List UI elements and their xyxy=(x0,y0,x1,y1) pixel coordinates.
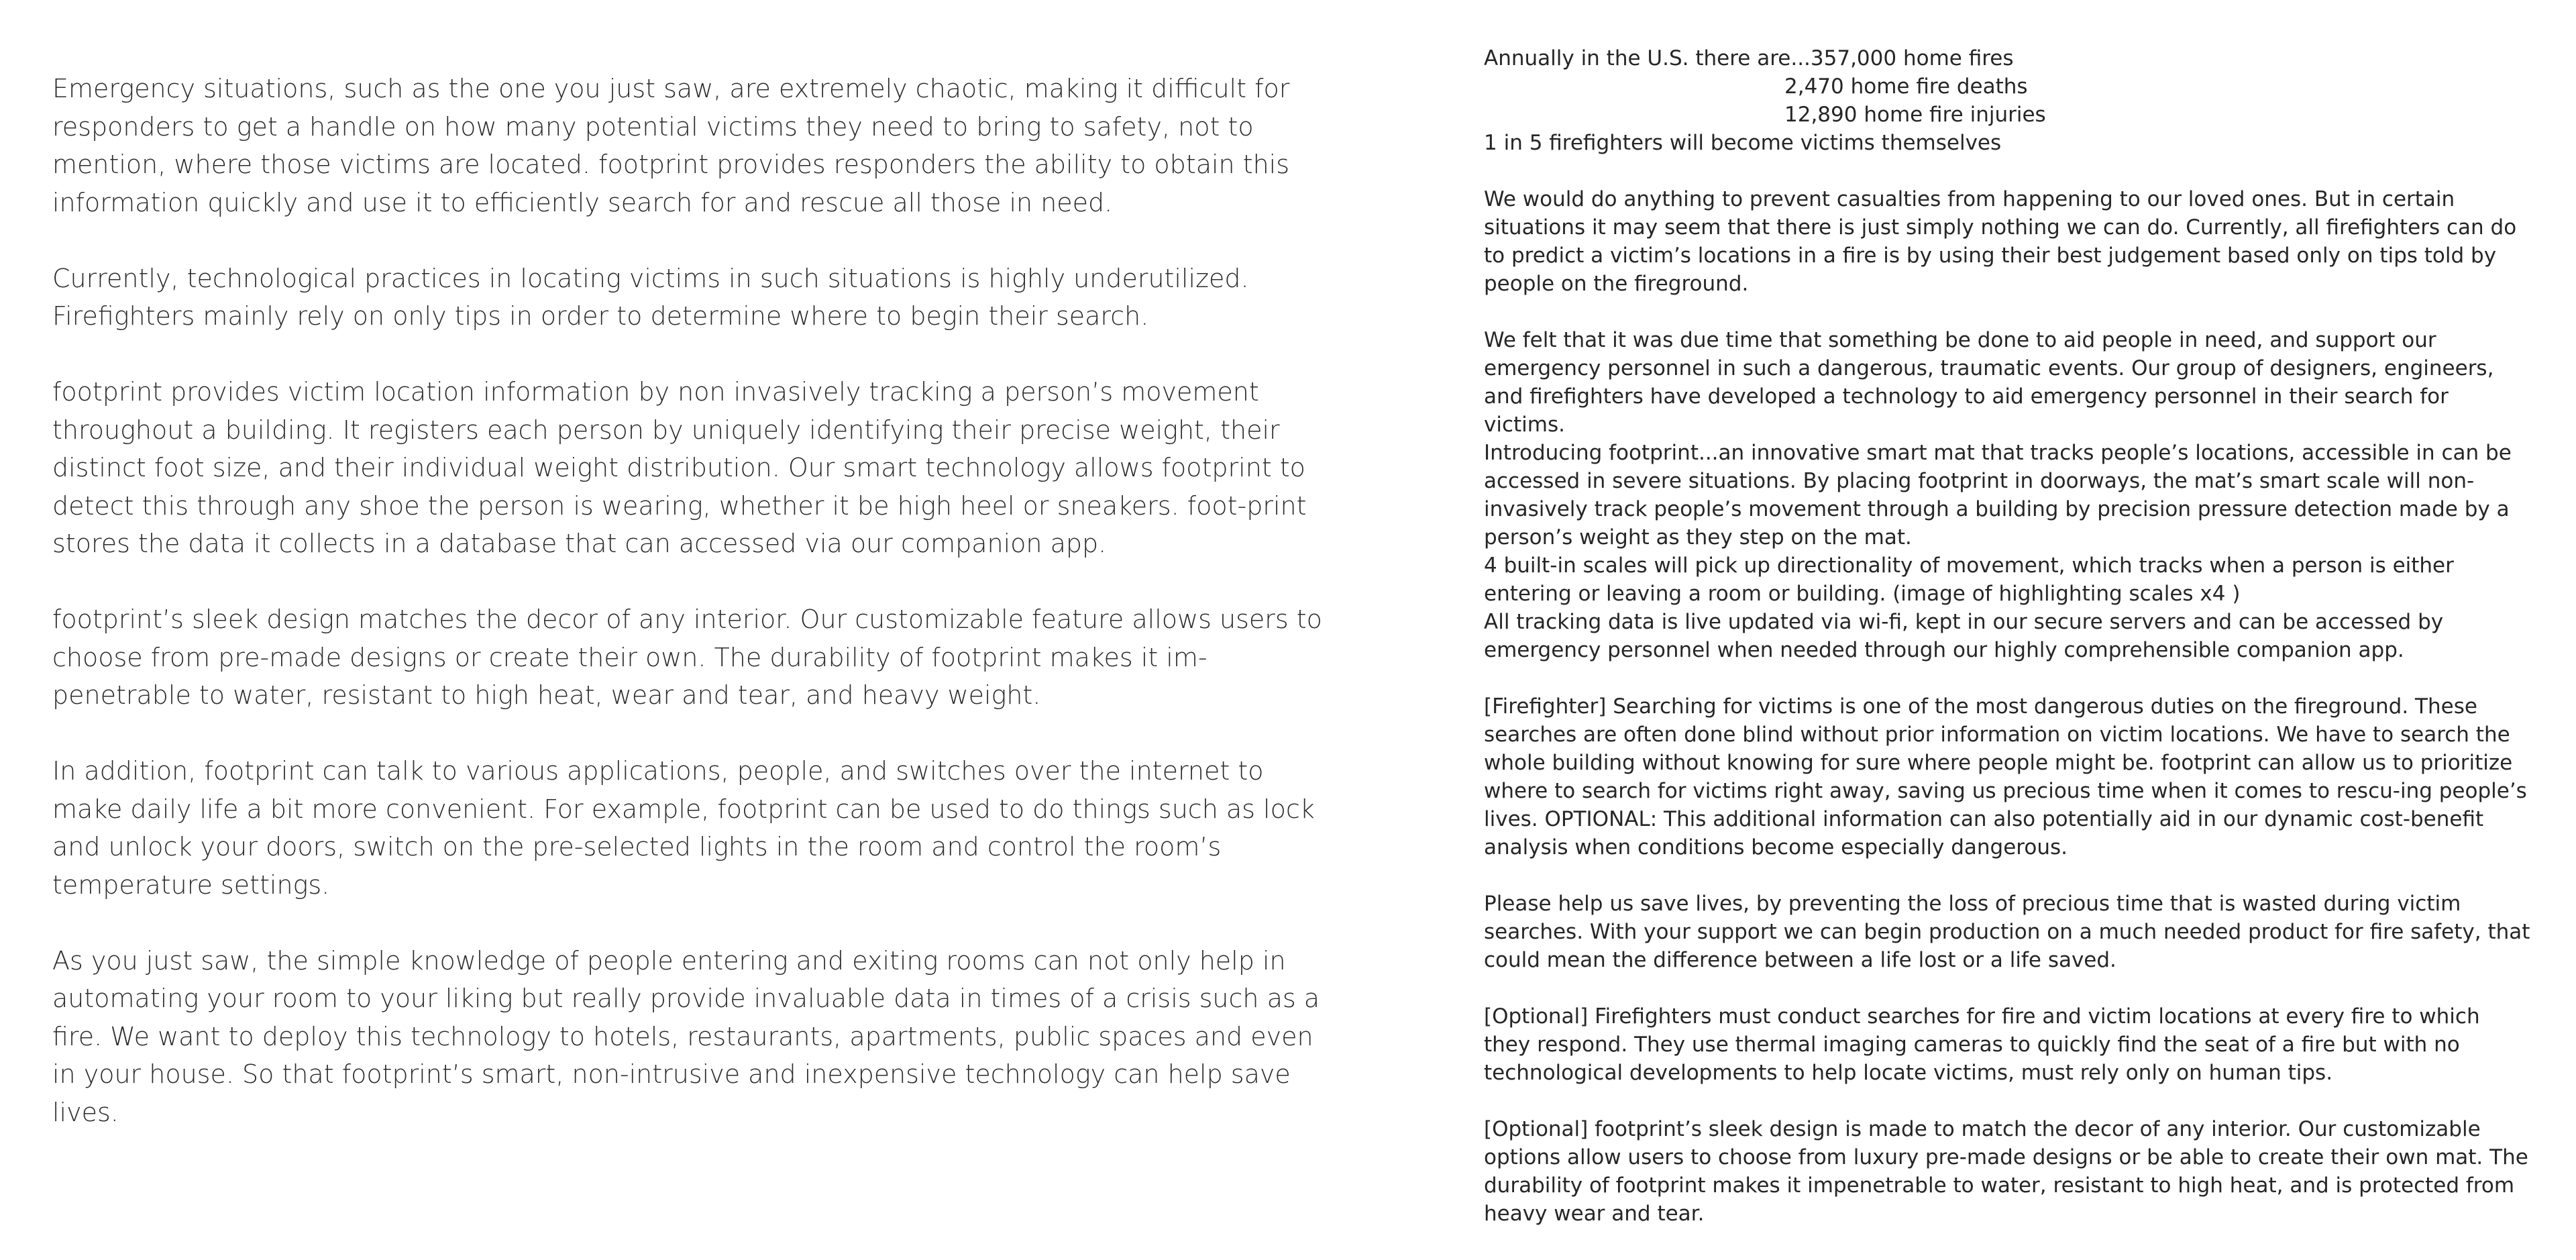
intro-due-time: We felt that it was due time that something be done to aid people in need, and support our emergency personnel in such a dangerous, traumatic events. Our group of designers, engineers, and firefighters have developed a technology to aid emergency personnel in their search for victims. xyxy=(1484,328,2494,437)
fire-statistics xyxy=(1484,44,2530,157)
paragraph-current-practices: Currently, technological practices in locating victims in such situations is highly underutilized. Firefighters mainly rely on only tips in order to determine where to begin their search. xyxy=(52,263,1249,331)
paragraph-emergency-situations: Emergency situations, such as the one you just saw, are extremely chaotic, making it difficult for responders to get a handle on how many potential victims they need to bring to safety, not to mention, where those victims are located. footprint provides responders the ability to obtain this information quickly and use it to efficiently search for and rescue all those in need. xyxy=(52,74,1290,217)
paragraph-prevent-casualties: We would do anything to prevent casualties from happening to our loved ones. But in certain situations it may seem that there is just simply nothing we can do. Currently, all firefighters can do to predict a victim’s locations in a fire is by using their best judgement based only on tips told by people on the fireground. xyxy=(1484,187,2517,296)
paragraph-optional-searches: [Optional] Firefighters must conduct searches for fire and victim locations at every fire to which they respond. They use thermal imaging cameras to quickly find the seat of a fire but with no technological developments to help locate victims, must rely only on human tips. xyxy=(1484,1004,2480,1085)
stat-home-fire-injuries: 12,890 home fire injuries xyxy=(1784,103,2046,127)
paragraph-firefighter-quote: [Firefighter] Searching for victims is one of the most dangerous duties on the fireground. These searches are often done blind without prior information on victim locations. We have to search the whole building without knowing for sure where people might be. footprint can allow us to prioritize where to search for victims right away, saving us precious time when it comes to rescu-ing people’s lives. OPTIONAL: This additional information can also potentially aid in our dynamic cost-benefit analysis when conditions become especially dangerous. xyxy=(1484,694,2527,859)
paragraph-home-automation: In addition, footprint can talk to various applications, people, and switches over the internet to make daily life a bit more convenient. For example, footprint can be used to do things such as lock and unlock your doors, switch on the pre-selected lights in the room and control the room’s temperature settings. xyxy=(52,756,1315,900)
paragraph-optional-design: [Optional] footprint’s sleek design is made to match the decor of any interior. Our customizable options allow users to choose from luxury pre-made designs or be able to create their own mat. The durability of footprint makes it impenetrable to water, resistant to high heat, and is protected from heavy wear and tear. xyxy=(1484,1117,2528,1226)
paragraph-deployment: As you just saw, the simple knowledge of people entering and exiting rooms can not only help in automating your room to your liking but really provide invaluable data in times of a crisis such as a fire. We want to deploy this technology to hotels, restaurants, apartments, public spaces and even in your house. So that footprint’s smart, non-intrusive and inexpensive technology can help save lives. xyxy=(52,945,1320,1127)
paragraph-help-save-lives: Please help us save lives, by preventing the loss of precious time that is wasted during victim searches. With your support we can begin production on a much needed product for fire safety, that could mean the difference between a life lost or a life saved. xyxy=(1484,892,2530,972)
left-column xyxy=(52,70,1327,1169)
right-column xyxy=(1484,44,2530,1256)
paragraph-victim-location: footprint provides victim location information by non invasively tracking a person’s movement throughout a building. It registers each person by uniquely identifying their precise weight, their distinct foot size, and their individual weight distribution. Our smart technology allows footprint to detect this through any shoe the person is wearing, whether it be high heel or sneakers. foot-print stores the data it collects in a database that can accessed via our companion app. xyxy=(52,377,1307,558)
stat-firefighter-victims: 1 in 5 firefighters will become victims themselves xyxy=(1484,131,2002,155)
block-introducing-footprint xyxy=(1484,326,2530,664)
stat-home-fires: Annually in the U.S. there are...357,000 home fires xyxy=(1484,46,2014,70)
intro-tracking-data: All tracking data is live updated via wi-fi, kept in our secure servers and can be accessed by emergency personnel when needed through our highly comprehensible companion app. xyxy=(1484,610,2444,662)
intro-smart-mat: Introducing footprint...an innovative smart mat that tracks people’s locations, accessible in can be accessed in severe situations. By placing footprint in doorways, the mat’s smart scale will non-invasively track people’s movement through a building by precision pressure detection made by a person’s weight as they step on the mat. xyxy=(1484,441,2512,549)
paragraph-sleek-design: footprint’s sleek design matches the decor of any interior. Our customizable feature allows users to choose from pre-made designs or create their own. The durability of footprint makes it im-penetrable to water, resistant to high heat, wear and tear, and heavy weight. xyxy=(52,605,1322,710)
stat-home-fire-deaths: 2,470 home fire deaths xyxy=(1784,74,2028,99)
intro-built-in-scales: 4 built-in scales will pick up directionality of movement, which tracks when a person is either entering or leaving a room or building. (image of highlighting scales x4 ) xyxy=(1484,554,2454,606)
